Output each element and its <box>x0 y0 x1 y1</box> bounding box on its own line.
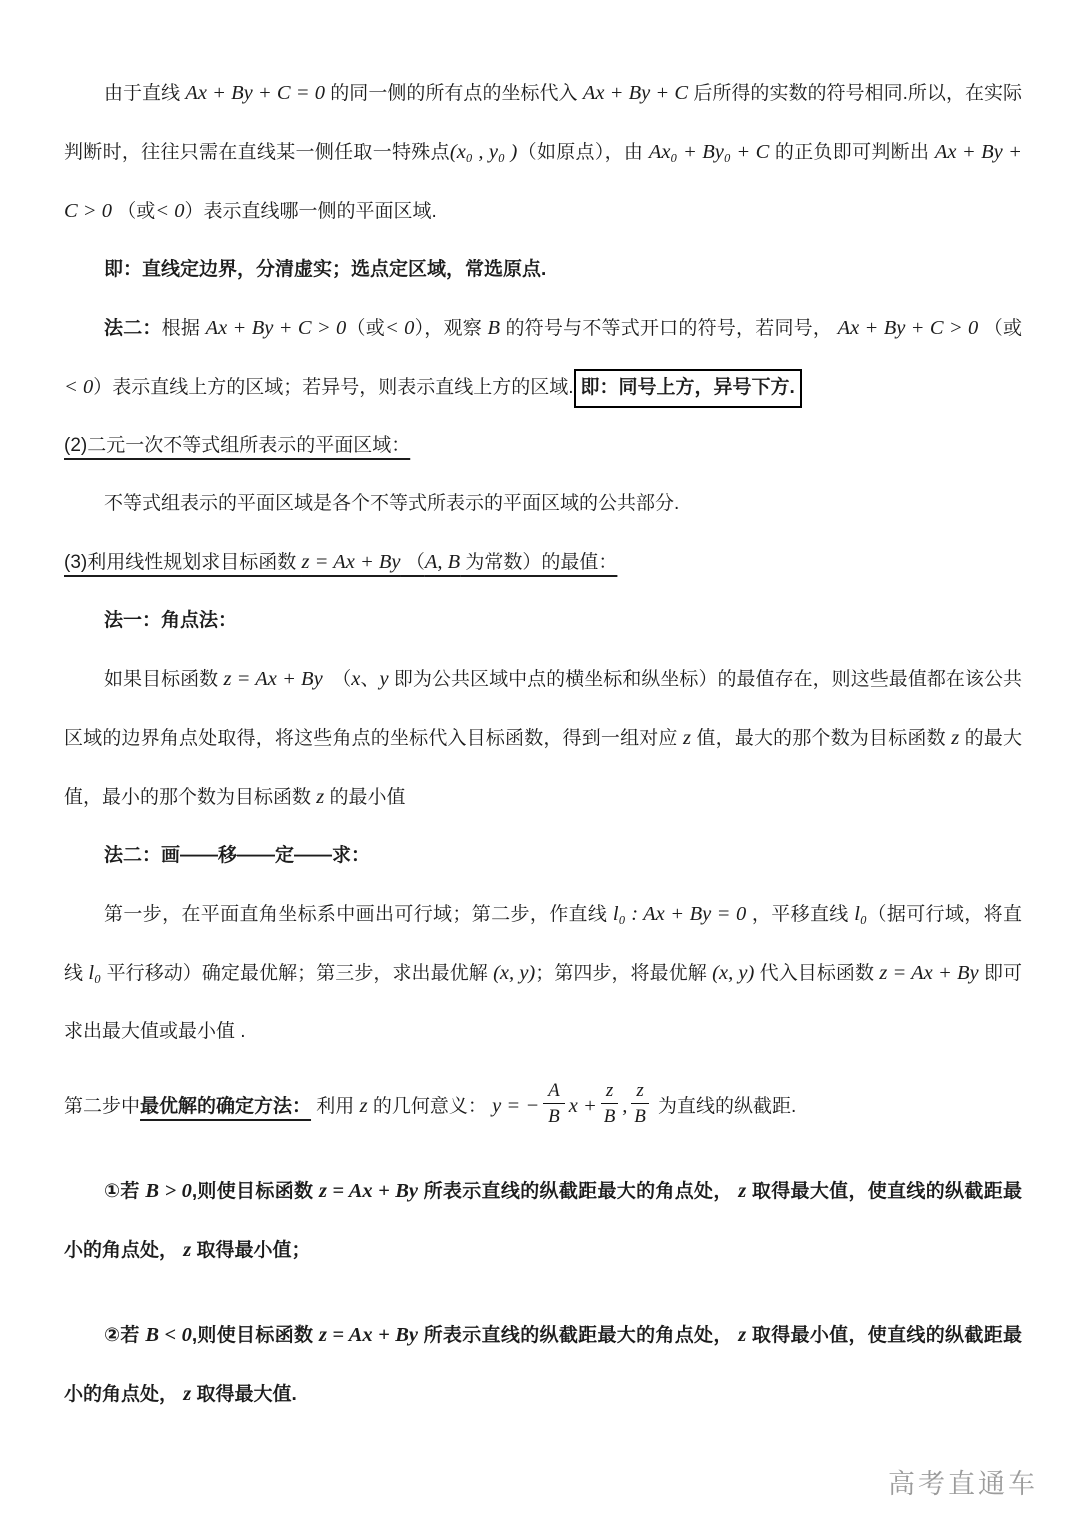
text-run: 取得最小值，使直线的纵截距最小的角点处， <box>64 1325 1023 1405</box>
math-expression: z = Ax + By <box>879 962 979 984</box>
math-expression: l₀ <box>854 903 868 925</box>
highlight-box: 即：同号上方，异号下方. <box>574 369 802 408</box>
math-expression: B <box>487 317 500 339</box>
text-run: 的正负即可判断出 <box>769 142 935 163</box>
math-expression: (x, y) <box>493 962 536 984</box>
math-expression: (x, y) <box>712 962 755 984</box>
method-label: 法一：角点法： <box>104 610 238 631</box>
fraction <box>543 1079 565 1130</box>
fraction-denominator: B <box>603 1106 616 1128</box>
fraction-numerator: z <box>631 1079 648 1105</box>
text-run: ；第四步，将最优解 <box>535 963 713 984</box>
text-run: ,则使目标函数 <box>191 1325 319 1346</box>
text-run: 即为公共区域中点的横坐标和纵坐标）的最值存在，则这些最值都在该公共区域的边界角点处取得，将这些角点的坐标代入目标函数，得到一组对应 <box>64 669 1022 749</box>
math-expression: z <box>951 727 960 749</box>
text-run: 取得最大值. <box>191 1384 297 1405</box>
text-run: ，平移直线 <box>746 904 855 925</box>
text-run: 取得最大值，使直线的纵截距最小的角点处， <box>64 1181 1023 1261</box>
paragraph-section-2-heading <box>64 417 1022 475</box>
text-run: 的同一侧的所有点的坐标代入 <box>324 83 583 104</box>
text-run: 所表示直线的纵截距最大的角点处， <box>418 1181 739 1202</box>
math-expression: z <box>738 1324 747 1346</box>
paragraph-intersection <box>64 475 1022 533</box>
text-run: ）表示直线上方的区域；若异号，则表示直线上方的区域. <box>93 377 574 398</box>
math-expression: z = Ax + By <box>223 668 323 690</box>
fraction-denominator: B <box>634 1106 646 1128</box>
math-expression: z = Ax + By <box>318 1324 418 1346</box>
text-run: 由于直线 <box>104 83 186 104</box>
paragraph-four-steps <box>64 885 1022 1061</box>
math-expression: z <box>683 727 692 749</box>
text-run: 即可求出最大值或最小值 . <box>64 963 1023 1042</box>
math-expression: Ax + By + C > 0 <box>64 141 1022 222</box>
text-run: 的最大值，最小的那个数为目标函数 <box>64 728 1023 808</box>
emphasized-heading: 最优解的确定方法： <box>140 1096 312 1117</box>
text-run: 代入目标函数 <box>754 963 880 984</box>
math-expression: z <box>738 1180 747 1202</box>
paragraph-method-one-heading <box>64 592 1022 650</box>
method-label: 法二： <box>104 318 162 339</box>
math-expression: z = Ax + By <box>301 551 401 573</box>
text-run: 为直线的纵截距. <box>652 1096 797 1117</box>
math-expression: < 0 <box>64 376 94 398</box>
math-expression: Ax + By + C > 0 <box>837 317 979 339</box>
math-expression: Ax + By + C = 0 <box>185 82 325 104</box>
underlined-heading: (2)二元一次不等式组所表示的平面区域： <box>64 435 411 456</box>
text-run: ,则使目标函数 <box>191 1181 319 1202</box>
math-expression: z <box>183 1383 192 1405</box>
text-run: ①若 <box>104 1181 146 1202</box>
text-run: 的几何意义： <box>367 1096 493 1117</box>
text-run: 值，最大的那个数为目标函数 <box>691 728 952 749</box>
text-run: 平行移动）确定最优解；第三步，求出最优解 <box>101 963 494 984</box>
text-run: 利用 <box>311 1096 360 1117</box>
text-run: （或 <box>346 318 385 339</box>
paragraph-method-two-heading <box>64 827 1022 885</box>
math-expression: z <box>316 786 325 808</box>
text-run: 即：直线定边界，分清虚实；选点定区域，常选原点. <box>104 259 547 280</box>
text-run: (3)利用线性规划求目标函数 <box>64 552 302 573</box>
text-run: 根据 <box>161 318 206 339</box>
paragraph-corner-point-method <box>64 650 1022 827</box>
fraction <box>601 1079 618 1130</box>
paragraph-intro <box>64 64 1022 241</box>
text-run: （或 <box>978 318 1023 339</box>
math-expression: x <box>351 668 361 690</box>
math-expression: (x₀ , y₀ ) <box>449 141 518 163</box>
math-expression: B < 0 <box>145 1324 192 1346</box>
text-run: （据可行域，将直线 <box>64 904 1022 984</box>
underlined-heading <box>64 552 617 573</box>
math-expression: y = − <box>492 1095 540 1117</box>
method-label: 法二：画——移——定——求： <box>104 845 371 866</box>
math-expression: z <box>183 1239 192 1261</box>
paragraph-optimal-solution <box>64 1077 1022 1136</box>
math-expression: l₀ : Ax + By = 0 <box>612 903 747 925</box>
math-expression: B > 0 <box>145 1180 192 1202</box>
text-run: 如果目标函数 <box>104 669 224 690</box>
text-run: （或 <box>112 201 156 222</box>
watermark: 高考直通车 <box>888 1469 1038 1499</box>
paragraph-method-two-sign <box>64 299 1022 417</box>
text-run: 不等式组表示的平面区域是各个不等式所表示的平面区域的公共部分. <box>104 493 680 514</box>
text-run: （ <box>400 552 425 573</box>
text-run: 第一步，在平面直角坐标系中画出可行域；第二步，作直线 <box>104 904 613 925</box>
paragraph-case-b-positive <box>64 1162 1022 1280</box>
text-run: 第二步中 <box>64 1096 141 1117</box>
math-expression: Ax₀ + By₀ + C <box>648 141 770 163</box>
text-run: ），观察 <box>414 318 488 339</box>
paragraph-case-b-negative <box>64 1306 1022 1424</box>
text-run: 的符号与不等式开口的符号，若同号， <box>499 318 838 339</box>
text-run: 为常数）的最值： <box>460 552 618 573</box>
text-run: 后所得的实数的符号相同.所以，在实际判断时，往往只需在直线某一侧任取一特殊点 <box>64 83 1023 163</box>
text-run: 取得最小值； <box>191 1240 311 1261</box>
text-run: 、 <box>360 669 380 690</box>
text-run: 所表示直线的纵截距最大的角点处， <box>418 1325 739 1346</box>
math-expression: x + <box>568 1095 597 1117</box>
math-expression: < 0 <box>155 200 185 222</box>
fraction-numerator: z <box>601 1079 618 1105</box>
paragraph-rule-boundary <box>64 241 1022 299</box>
math-expression: y <box>379 668 389 690</box>
math-expression: Ax + By + C > 0 <box>205 317 347 339</box>
math-expression: z <box>359 1095 368 1117</box>
math-expression: l₀ <box>88 962 102 984</box>
math-expression: Ax + By + C <box>582 82 689 104</box>
text-run: ）表示直线哪一侧的平面区域. <box>184 201 437 222</box>
math-expression: z = Ax + By <box>318 1180 418 1202</box>
text-run: （如原点），由 <box>517 142 649 163</box>
fraction <box>631 1079 648 1130</box>
text-run: （ <box>322 669 352 690</box>
fraction-numerator: A <box>543 1079 565 1105</box>
text-run: 的最小值 <box>324 787 406 808</box>
text-run: ②若 <box>104 1325 146 1346</box>
math-expression: < 0 <box>384 317 415 339</box>
paragraph-section-3-heading <box>64 533 1022 592</box>
math-expression: A, B <box>424 551 461 573</box>
math-expression: , <box>622 1095 628 1117</box>
fraction-denominator: B <box>548 1106 560 1128</box>
